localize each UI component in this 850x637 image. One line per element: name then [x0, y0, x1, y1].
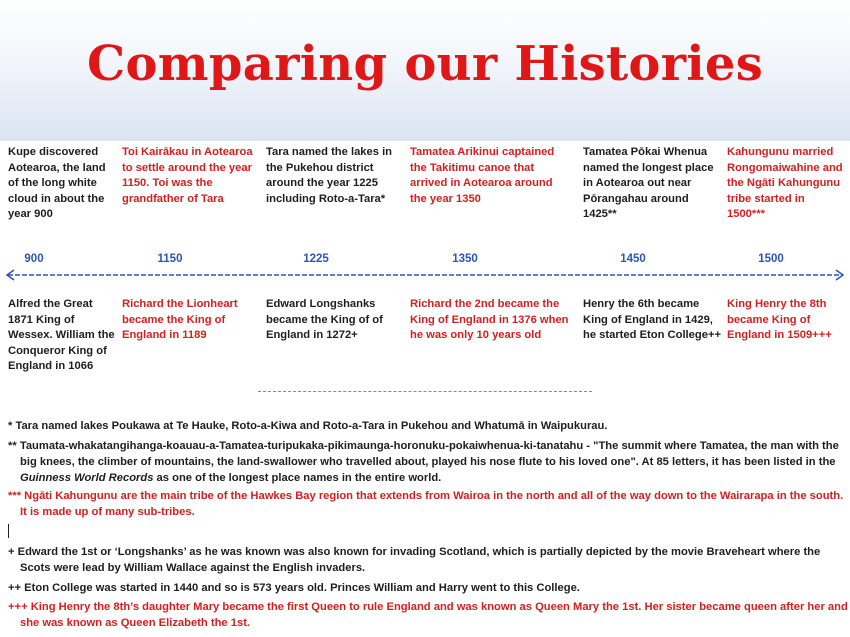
year-label-1500: 1500 [758, 253, 784, 265]
footnote-eton: ++ Eton College was started in 1440 and so is 573 years old. Princes William and Harry went to this College. [8, 582, 580, 594]
top-event-tamatea-arikinui: Tamatea Arikinui captained the Takitimu canoe that arrived in Aotearoa around the year 1350 [410, 146, 555, 205]
footnote-queen-mary: +++ King Henry the 8th’s daughter Mary became the first Queen to rule England and was known as Queen Mary the 1st. Her sister became queen after her and she was known as Queen Elizabeth the 1st. [8, 601, 848, 629]
text-cursor [8, 524, 9, 538]
separator-line [258, 391, 592, 392]
year-label-1150: 1150 [157, 253, 183, 265]
bottom-event-alfred: Alfred the Great 1871 King of Wessex. William the Conqueror King of England in 1066 [8, 298, 115, 373]
top-event-tara: Tara named the lakes in the Pukehou district around the year 1225 including Roto-a-Tara* [266, 146, 393, 205]
footnote-place-name: ** Taumata-whakatangihanga-koauau-a-Tamatea-turipukaka-pikimaunga-horonuku-pokaiwhenua-ki-tanatahu - "The summit where Tamatea, the man with the big knees, the climber of mountains, the land-swallower who travelled about, played his nose flute to his loved one". At 85 letters, it has been listed in the Guinness World Records as one of the longest place names in the entire world. [8, 440, 839, 484]
year-label-1225: 1225 [303, 253, 329, 265]
footnote-ngati-kahungunu: *** Ngāti Kahungunu are the main tribe of the Hawkes Bay region that extends from Wairoa in the north and all of the way down to the Wairarapa in the south. It is made up of many sub-tribes. [8, 490, 844, 518]
top-event-kahungunu: Kahungunu married Rongomaiwahine and the Ngāti Kahungunu tribe started in 1500*** [727, 146, 843, 221]
year-label-1350: 1350 [452, 253, 478, 265]
timeline-arrow [4, 268, 846, 282]
top-event-tamatea-pokai: Tamatea Pōkai Whenua named the longest place in Aotearoa out near Pōrangahau around 1425** [583, 146, 714, 221]
bottom-event-henry-8th: King Henry the 8th became King of England in 1509+++ [727, 298, 832, 342]
year-label-900: 900 [24, 253, 44, 265]
bottom-event-henry-6th: Henry the 6th became King of England in 1429, he started Eton College++ [583, 298, 722, 342]
bottom-event-edward: Edward Longshanks became the King of of England in 1272+ [266, 298, 383, 342]
top-event-kupe: Kupe discovered Aotearoa, the land of the long white cloud in about the year 900 [8, 146, 106, 221]
page-title: Comparing our Histories [86, 36, 764, 92]
top-event-toi: Toi Kairākau in Aotearoa to settle around the year 1150. Toi was the grandfather of Tara [122, 146, 253, 205]
footnote-longshanks: + Edward the 1st or ‘Longshanks’ as he was known was also known for invading Scotland, which is partially depicted by the movie Braveheart where the Scots were lead by William Wallace against the English invaders. [8, 546, 821, 574]
year-label-1450: 1450 [620, 253, 646, 265]
footnote-lakes: * Tara named lakes Poukawa at Te Hauke, Roto-a-Kiwa and Roto-a-Tara in Pukehou and Whatumā in Waipukurau. [8, 420, 608, 432]
bottom-event-richard-2nd: Richard the 2nd became the King of England in 1376 when he was only 10 years old [410, 298, 569, 342]
bottom-event-richard-lionheart: Richard the Lionheart became the King of England in 1189 [122, 298, 238, 342]
